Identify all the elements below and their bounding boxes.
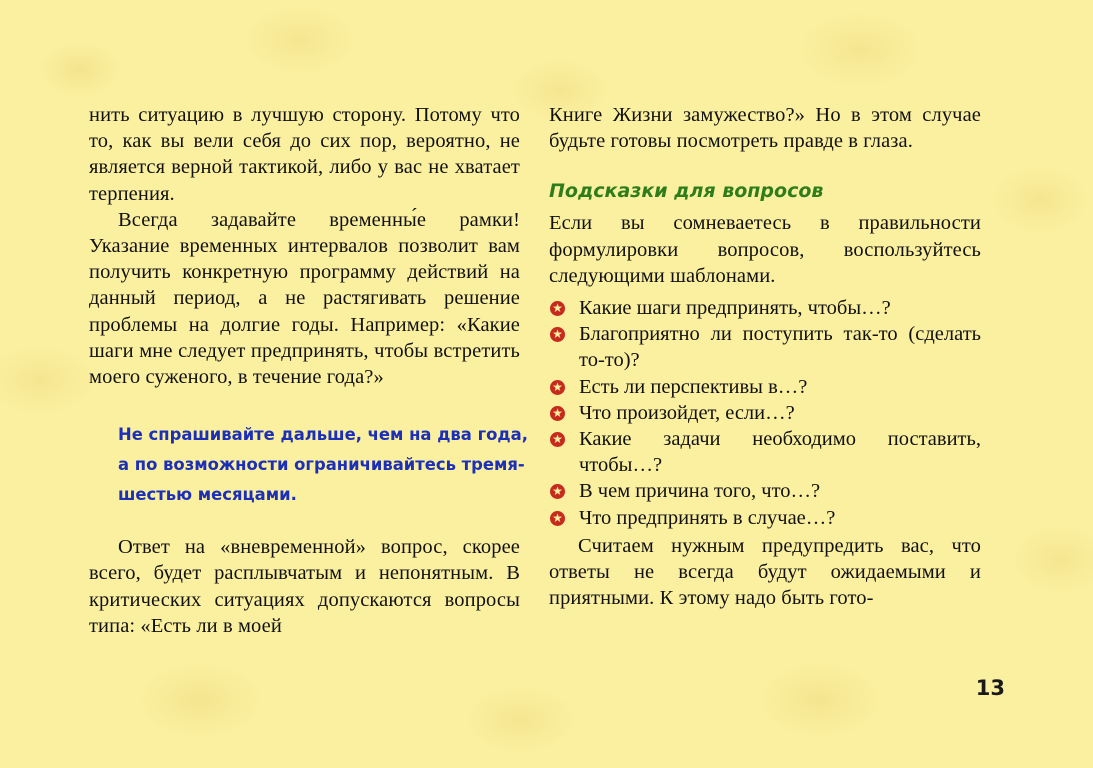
list-item-text: В чем причина того, что…? <box>579 480 821 503</box>
right-paragraph-2: Если вы сомневаетесь в правильности формулировки вопросов, воспользуйтесь следующими шаблонами. <box>549 212 981 287</box>
star-bullet-icon <box>550 406 565 421</box>
list-item <box>549 478 981 504</box>
left-paragraph-2: Всегда задавайте временны́е рамки! Указание временных интервалов позволит вам получить конкретную программу действий на данный период, а не растягивать решение проблемы на долгие годы. Например: «Какие шаги мне следует предпринять, чтобы встретить моего суженого, в течение года?» <box>89 208 520 389</box>
list-item-text: Что произойдет, если…? <box>579 401 795 424</box>
list-item-text: Что предпринять в случае…? <box>579 506 836 529</box>
list-item <box>549 400 981 426</box>
right-paragraph-1: Книге Жизни замужество?» Но в этом случае будьте готовы посмотреть правде в глаза. <box>549 104 981 153</box>
section-heading: Подсказки для вопросов <box>549 180 824 203</box>
list-item-text: Какие шаги предпринять, чтобы…? <box>579 297 891 320</box>
list-item-text: Какие задачи необходимо поставить, чтобы…? <box>579 428 981 477</box>
left-column <box>89 102 528 639</box>
list-item <box>549 374 981 400</box>
callout-note <box>118 420 528 510</box>
left-paragraph-3: Ответ на «вневременной» вопрос, скорее всего, будет расплывчатым и непонятным. В критических ситуациях допускаются вопросы типа: «Есть ли в моей <box>89 536 520 637</box>
star-bullet-icon <box>550 511 565 526</box>
right-column <box>549 102 981 611</box>
callout-line-3: шестью месяцами. <box>118 485 297 505</box>
list-item <box>549 505 981 531</box>
list-item <box>549 295 981 321</box>
star-bullet-icon <box>550 484 565 499</box>
callout-line-1: Не спрашивайте дальше, чем на два года, <box>118 425 528 445</box>
left-paragraph-1: нить ситуацию в лучшую сторону. Потому что то, как вы вели себя до сих пор, вероятно, не является верной тактикой, либо у вас не хватает терпения. <box>89 104 520 205</box>
list-item-text: Благоприятно ли поступить так-то (сделать то-то)? <box>579 323 981 372</box>
page-number: 13 <box>975 676 1005 700</box>
right-paragraph-3: Считаем нужным предупредить вас, что ответы не всегда будут ожидаемыми и приятными. К этому надо быть гото- <box>549 534 981 610</box>
list-item <box>549 321 981 373</box>
star-bullet-icon <box>550 380 565 395</box>
list-item-text: Есть ли перспективы в…? <box>579 375 808 398</box>
star-bullet-icon <box>550 327 565 342</box>
star-bullet-icon <box>550 432 565 447</box>
question-template-list <box>549 295 981 531</box>
list-item <box>549 426 981 478</box>
star-bullet-icon <box>550 301 565 316</box>
callout-line-2: а по возможности ограничивайтесь тремя- <box>118 455 525 475</box>
